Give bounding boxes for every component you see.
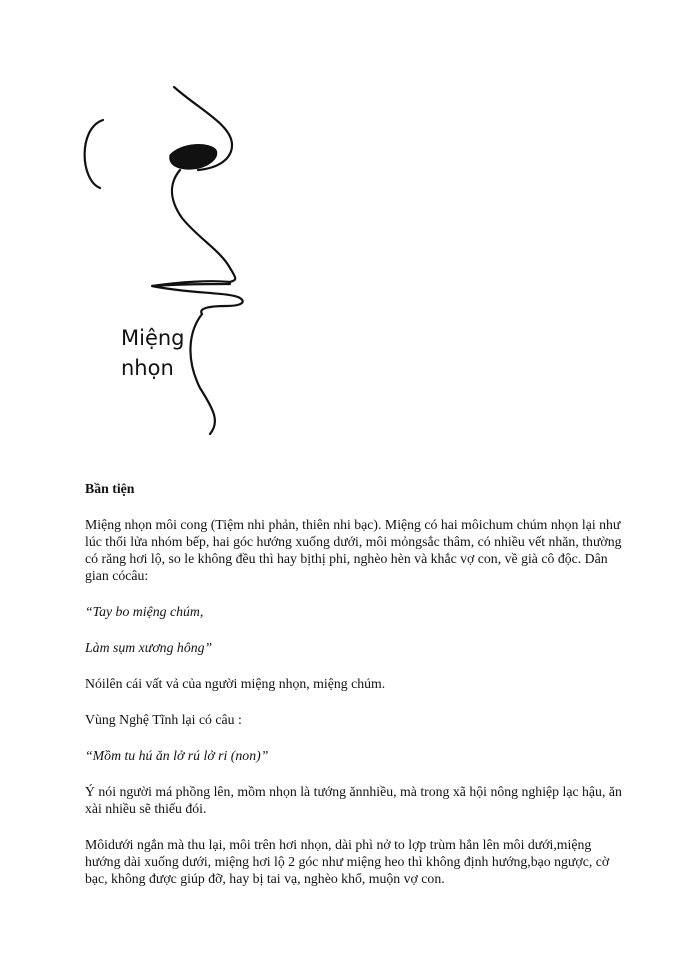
paragraph-lower-lip: Môidưới ngắn mà thu lại, môi trên hơi nhọn, dài phì nở to lợp trùm hẳn lên môi dưới,miệng hướng dài xuống dưới, miệng hơi lộ 2 góc như miệng heo thì không định hướng,bạo ngược, cờ bạc, không được giúp đỡ, hay bị tai vạ, nghèo khổ, muộn vợ con. xyxy=(85,837,610,886)
chin-line xyxy=(190,314,215,434)
section-title: Bần tiện xyxy=(85,481,135,496)
paragraph-region-intro: Vùng Nghệ Tĩnh lại có câu : xyxy=(85,712,242,727)
cheek-arc xyxy=(85,120,103,188)
paragraph-meaning: Ý nói người má phồng lên, mồm nhọn là tướng ănnhiều, mà trong xã hội nông nghiệp lạc hậu, ăn xài nhiều sẽ thiếu đói. xyxy=(85,784,622,816)
proverb-line-1: “Tay bo miệng chúm, xyxy=(85,604,204,619)
face-profile-drawing xyxy=(70,70,290,440)
lower-lip-line xyxy=(152,286,243,314)
proverb-line-2: Làm sụm xương hông” xyxy=(85,640,213,655)
proverb-regional: “Mồm tu hú ăn lở rú lở ri (non)” xyxy=(85,748,269,763)
paragraph-description: Miệng nhọn môi cong (Tiệm nhi phản, thiên nhi bạc). Miệng có hai môichum chúm nhọn lại như lúc thổi lửa nhóm bếp, hai góc hướng xuống dưới, môi mỏngsắc thâm, có nhiều vết nhăn, thường có răng hơi lộ, so le không đều thì hay bịthị phi, nghèo hèn và khắc vợ con, về già cô độc. Dân gian cócâu: xyxy=(85,517,622,583)
mouth-profile-illustration xyxy=(70,70,290,440)
paragraph-explanation: Nóilên cái vất vả của người miệng nhọn, miệng chúm. xyxy=(85,676,386,691)
text-body xyxy=(85,480,625,906)
illustration-label-line-2: nhọn xyxy=(121,356,174,380)
philtrum-line xyxy=(172,170,235,282)
upper-lip-line xyxy=(152,281,230,286)
nostril-shape xyxy=(170,145,217,170)
illustration-label-line-1: Miệng xyxy=(121,326,185,350)
